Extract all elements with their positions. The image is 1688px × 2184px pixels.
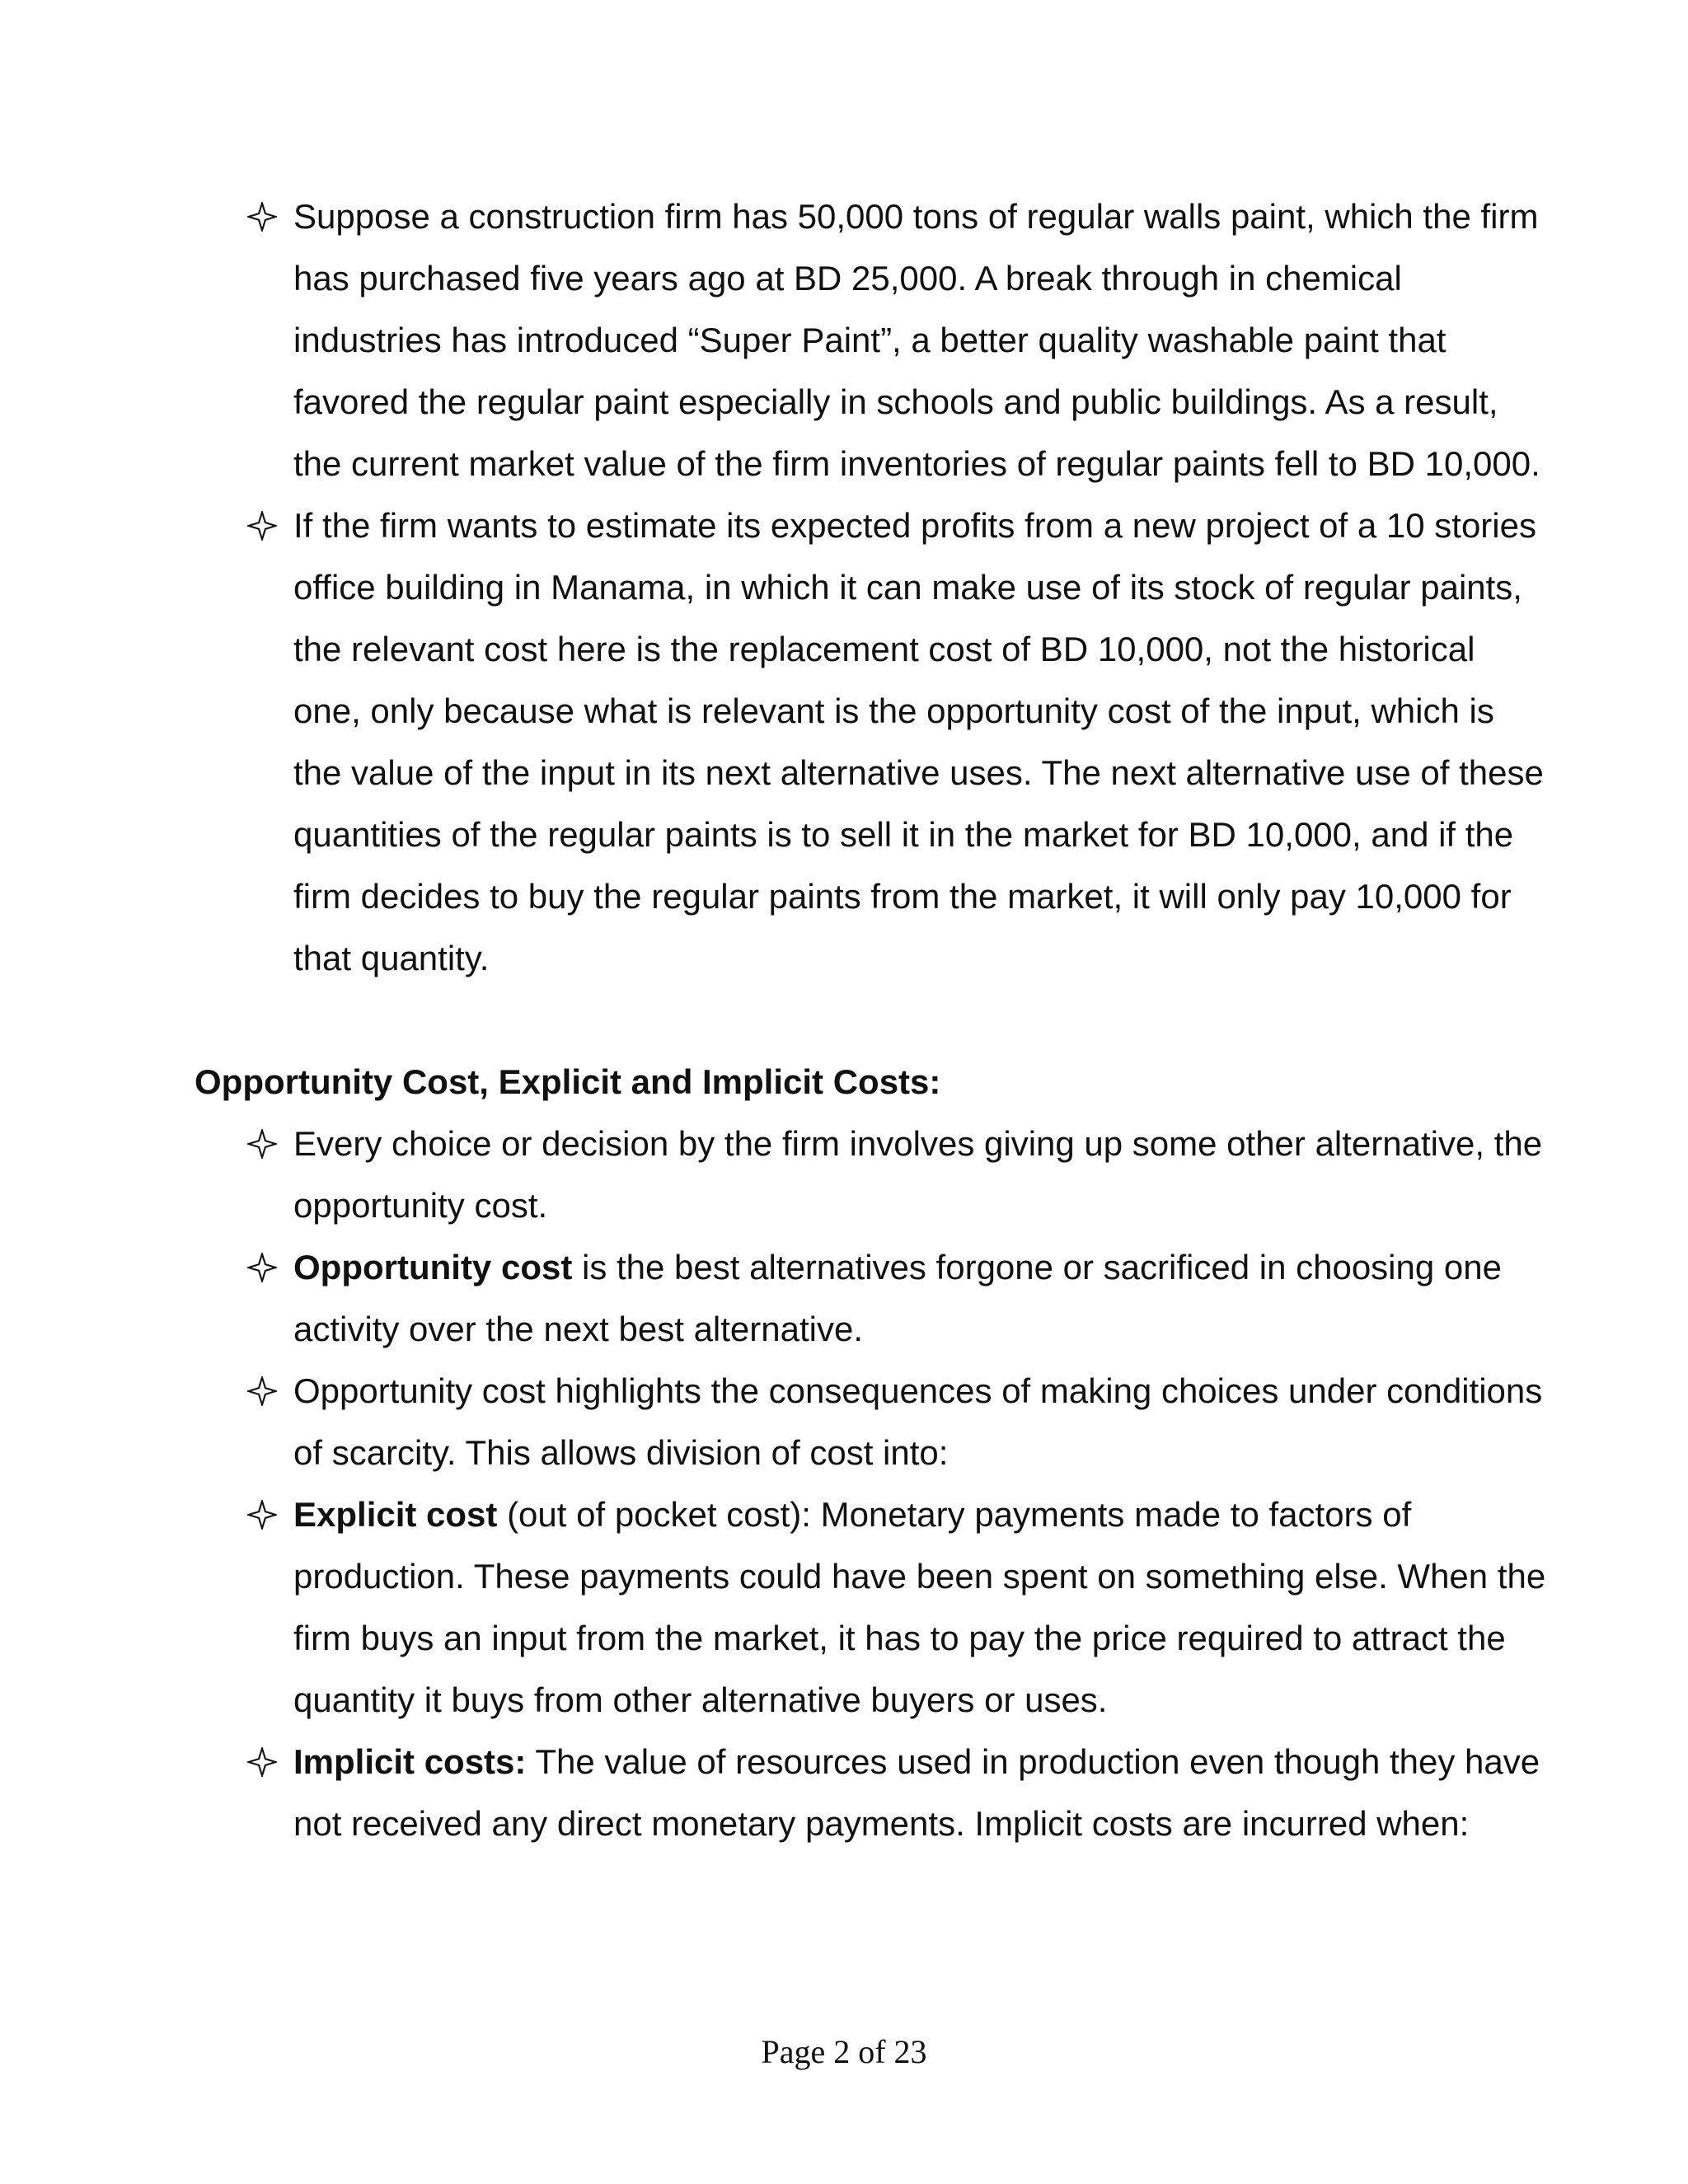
list-item xyxy=(195,1113,1546,1236)
bullet-text: (out of pocket cost): Monetary payments made to factors of production. These payments could have been spent on something else. When the firm buys an input from the market, it has to pay the price required to attract the quantity it buys from other alternative buyers or uses. xyxy=(293,1495,1546,1719)
four-pointed-star-icon xyxy=(246,185,279,247)
bullet-text: is the best alternatives forgone or sacrificed in choosing one activity over the next best alternative. xyxy=(293,1248,1502,1348)
four-pointed-star-icon xyxy=(246,1113,279,1174)
cost-definitions-list xyxy=(195,1113,1546,1854)
page-content xyxy=(195,185,1546,1854)
list-item xyxy=(195,1360,1546,1483)
page-number: Page 2 of 23 xyxy=(761,2033,927,2070)
bullet-text: Suppose a construction firm has 50,000 tons of regular walls paint, which the firm has purchased five years ago at BD 25,000. A break through in chemical industries has introduced “Super Paint”, a better quality washable paint that favored the regular paint especially in schools and public buildings. As a result, the current market value of the firm inventories of regular paints fell to BD 10,000. xyxy=(293,197,1540,483)
four-pointed-star-icon xyxy=(246,1483,279,1545)
section-heading: Opportunity Cost, Explicit and Implicit Costs: xyxy=(195,1062,941,1101)
bullet-text: Every choice or decision by the firm involves giving up some other alternative, the opportunity cost. xyxy=(293,1124,1543,1225)
four-pointed-star-icon xyxy=(246,494,279,556)
bullet-text: The value of resources used in production even though they have not received any direct monetary payments. Implicit costs are incurred when: xyxy=(293,1742,1540,1843)
term-opportunity-cost: Opportunity cost xyxy=(293,1248,573,1286)
term-implicit-costs: Implicit costs: xyxy=(293,1742,527,1781)
four-pointed-star-icon xyxy=(246,1360,279,1422)
bullet-text: Opportunity cost highlights the consequences of making choices under conditions of scarcity. This allows division of cost into: xyxy=(293,1371,1543,1472)
list-item xyxy=(195,185,1546,494)
term-explicit-cost: Explicit cost xyxy=(293,1495,498,1534)
paint-example-list xyxy=(195,185,1544,989)
four-pointed-star-icon xyxy=(246,1236,279,1298)
four-pointed-star-icon xyxy=(246,1731,279,1793)
list-item xyxy=(195,1236,1546,1360)
list-item xyxy=(195,1483,1546,1731)
bullet-text: If the firm wants to estimate its expected profits from a new project of a 10 stories office building in Manama, in which it can make use of its stock of regular paints, the relevant cost here is the replacement cost of BD 10,000, not the historical one, only because what is relevant is the opportunity cost of the input, which is the value of the input in its next alternative uses. The next alternative use of these quantities of the regular paints is to sell it in the market for BD 10,000, and if the firm decides to buy the regular paints from the market, it will only pay 10,000 for that quantity. xyxy=(293,506,1544,977)
list-item xyxy=(195,1731,1546,1854)
list-item xyxy=(195,494,1546,989)
